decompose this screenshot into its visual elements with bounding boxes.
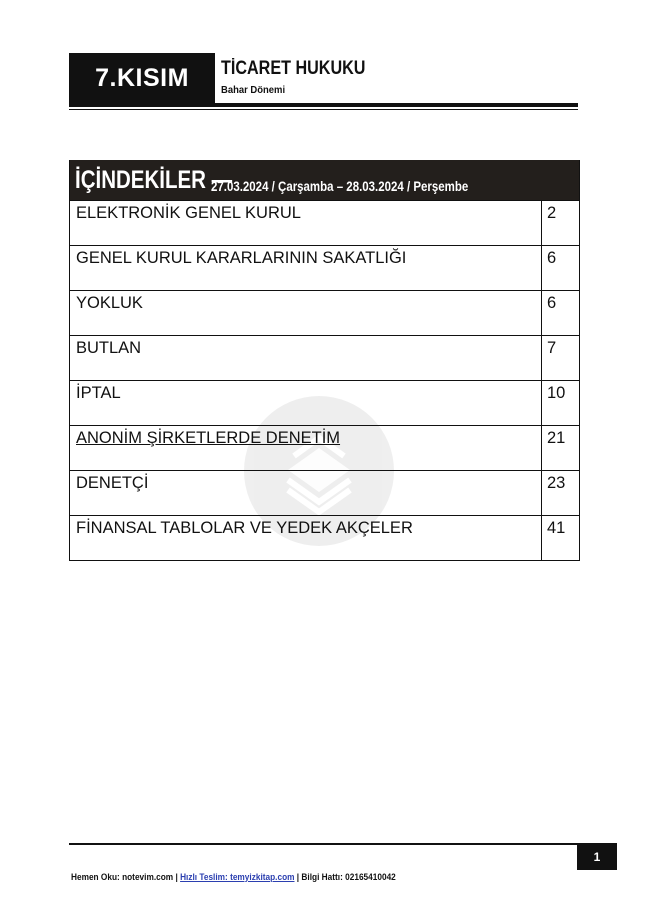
toc-item-page: 6 <box>541 291 579 335</box>
page-number: 1 <box>593 849 601 864</box>
footer-separator: | <box>173 872 181 882</box>
section-label-box <box>69 53 215 103</box>
toc-heading: İÇİNDEKİLER — <box>75 166 233 194</box>
toc-dates: 27.03.2024 / Çarşamba – 28.03.2024 / Perşembe <box>211 178 469 194</box>
toc-item-page: 10 <box>541 381 579 425</box>
toc-row[interactable] <box>70 380 579 425</box>
toc-item-title: BUTLAN <box>76 339 142 357</box>
toc-item-link[interactable] <box>70 426 541 470</box>
toc-item-title: FİNANSAL TABLOLAR VE YEDEK AKÇELER <box>76 519 413 537</box>
toc-row[interactable] <box>70 425 579 470</box>
course-title: TİCARET HUKUKU <box>221 58 366 79</box>
table-of-contents <box>69 160 580 561</box>
header-rule-thick <box>69 103 578 107</box>
toc-row[interactable] <box>70 470 579 515</box>
footer-rule <box>69 843 578 845</box>
toc-item-page: 41 <box>541 516 579 560</box>
footer-phone: Bilgi Hattı: 02165410042 <box>301 872 396 882</box>
toc-header <box>70 160 579 200</box>
toc-item-title: GENEL KURUL KARARLARININ SAKATLIĞI <box>76 249 407 267</box>
toc-item-title: ELEKTRONİK GENEL KURUL <box>76 204 301 222</box>
footer-delivery-link[interactable]: Hızlı Teslim: temyizkitap.com <box>180 872 295 882</box>
toc-item-page: 6 <box>541 246 579 290</box>
footer-site: Hemen Oku: notevim.com <box>71 872 174 882</box>
toc-item-title[interactable]: ANONİM ŞİRKETLERDE DENETİM <box>76 429 341 447</box>
toc-row[interactable] <box>70 290 579 335</box>
section-label: 7.KISIM <box>95 63 189 92</box>
toc-row[interactable] <box>70 245 579 290</box>
toc-item-page: 23 <box>541 471 579 515</box>
toc-item-title: YOKLUK <box>76 294 143 312</box>
toc-row[interactable] <box>70 200 579 245</box>
header-rule-thin <box>69 109 578 110</box>
toc-item-page: 2 <box>541 201 579 245</box>
toc-item-page: 7 <box>541 336 579 380</box>
term-label: Bahar Dönemi <box>221 84 286 96</box>
toc-row[interactable] <box>70 335 579 380</box>
footer-text <box>71 872 396 882</box>
footer-separator: | <box>294 872 302 882</box>
toc-item-page: 21 <box>541 426 579 470</box>
toc-row[interactable] <box>70 515 579 560</box>
page-number-box <box>577 843 617 870</box>
toc-item-title: DENETÇİ <box>76 474 149 492</box>
toc-item-title: İPTAL <box>76 384 121 402</box>
